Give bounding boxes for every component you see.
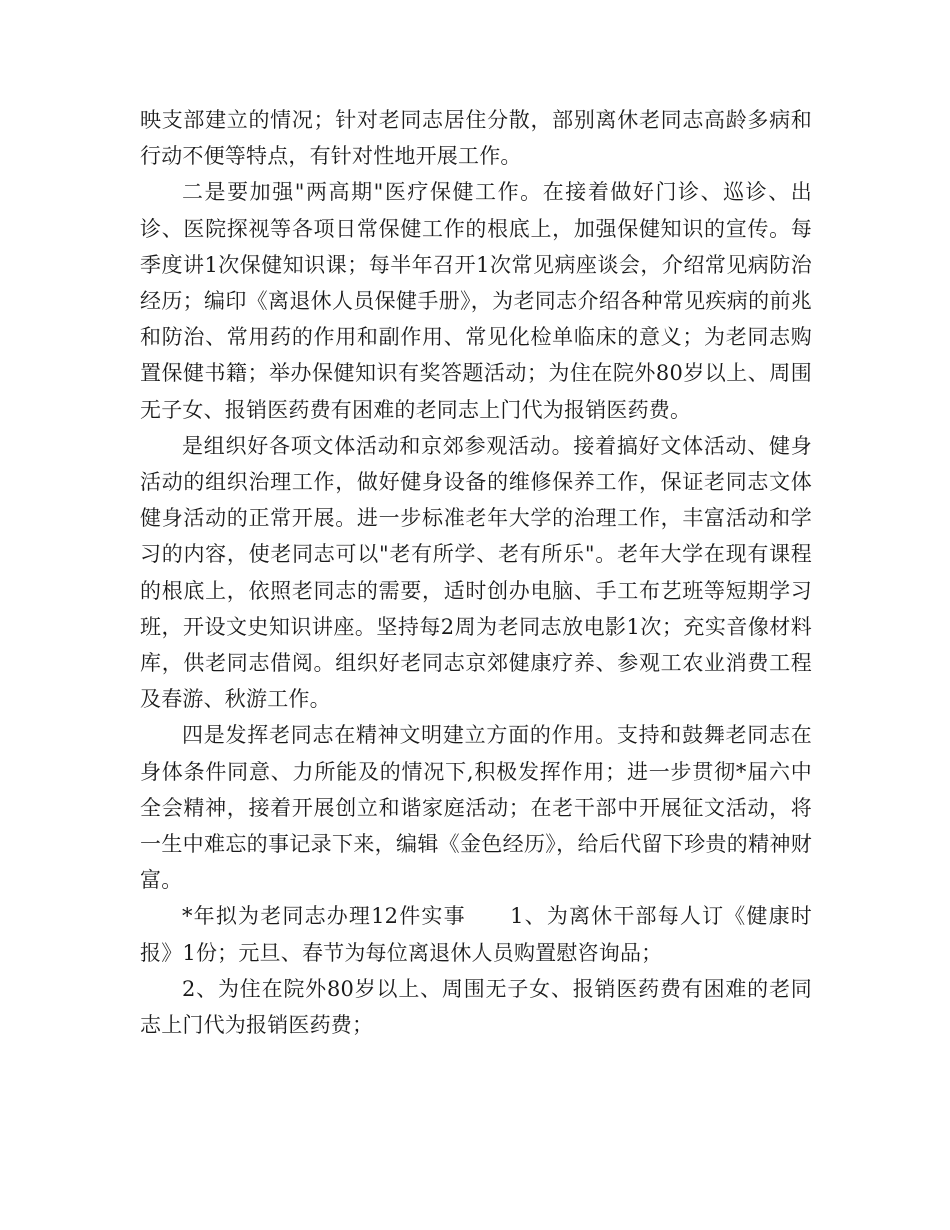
paragraph-spiritual-civilization: 四是发挥老同志在精神文明建立方面的作用。支持和鼓舞老同志在身体条件同意、力所能及的情况下,积极发挥作用；进一步贯彻*届六中全会精神，接着开展创立和谐家庭活动；在老干部中开展征文活动，将一生中难忘的事记录下来，编辑《金色经历》，给后代留下珍贵的精神财富。 xyxy=(140,723,812,893)
paragraph-practical-matters-2: 2、为住在院外80岁以上、周围无子女、报销医药费有困难的老同志上门代为报销医药费； xyxy=(140,976,812,1038)
paragraph-practical-matters-1: *年拟为老同志办理12件实事 1、为离休干部每人订《健康时报》1份；元旦、春节为每位离退休人员购置慰咨询品； xyxy=(140,904,812,965)
paragraph-continuation: 映支部建立的情况；针对老同志居住分散，部别离休老同志高龄多病和行动不便等特点，有针对性地开展工作。 xyxy=(140,108,812,169)
paragraph-health-care: 二是要加强"两高期"医疗保健工作。在接着做好门诊、巡诊、出诊、医院探视等各项日常保健工作的根底上，加强保健知识的宣传。每季度讲1次保健知识课；每半年召开1次常见病座谈会，介绍常见病防治经历；编印《离退休人员保健手册》，为老同志介绍各种常见疾病的前兆和防治、常用药的作用和副作用、常见化检单临床的意义；为老同志购置保健书籍；举办保健知识有奖答题活动；为住在院外80岁以上、周围无子女、报销医药费有困难的老同志上门代为报销医药费。 xyxy=(140,180,812,422)
document-body xyxy=(140,102,812,1043)
paragraph-cultural-activities: 是组织好各项文体活动和京郊参观活动。接着搞好文体活动、健身活动的组织治理工作，做好健身设备的维修保养工作，保证老同志文体健身活动的正常开展。进一步标准老年大学的治理工作，丰富活动和学习的内容，使老同志可以"老有所学、老有所乐"。老年大学在现有课程的根底上，依照老同志的需要，适时创办电脑、手工布艺班等短期学习班，开设文史知识讲座。坚持每2周为老同志放电影1次；充实音像材料库，供老同志借阅。组织好老同志京郊健康疗养、参观工农业消费工程及春游、秋游工作。 xyxy=(140,433,812,712)
